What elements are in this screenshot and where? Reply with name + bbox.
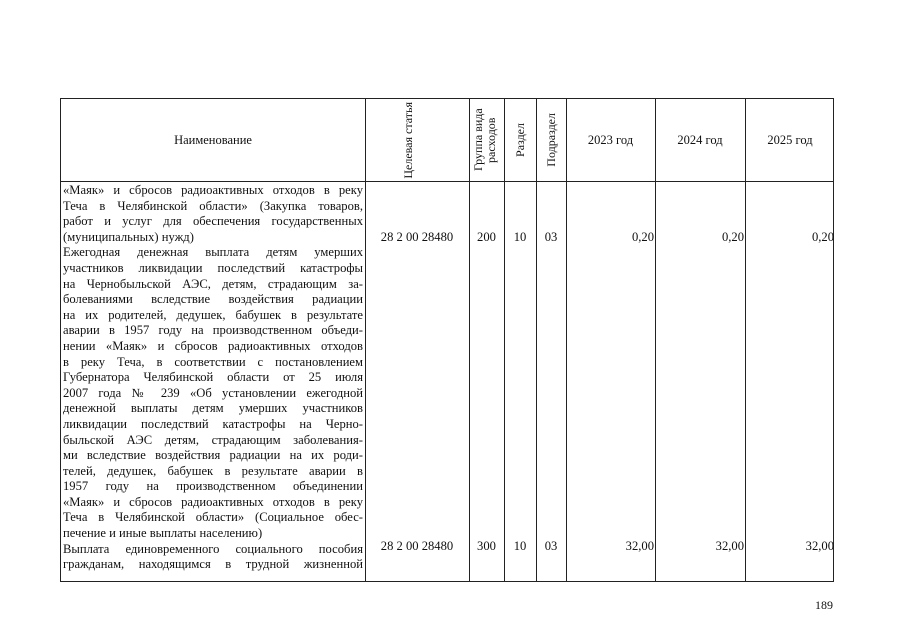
header-target: [365, 99, 469, 181]
name-line: «Маяк» и сбросов радиоактивных отходов в реку: [63, 494, 363, 509]
row-1-2025: 0,20: [811, 230, 834, 244]
header-section: [504, 99, 536, 181]
name-line: участников ликвидации последствий катастрофы: [63, 260, 363, 275]
name-line: 2007 года № 239 «Об установлении ежегодной: [63, 385, 363, 400]
header-section-text: Раздел: [512, 123, 527, 157]
row-1-subsection: 03: [544, 230, 558, 244]
name-line: на их родителей, дедушек, бабушек в результате: [63, 307, 363, 322]
row-1-group: 200: [477, 230, 496, 244]
row-1-2023: 0,20: [631, 230, 654, 244]
name-line: денежной выплаты детям умерших участников: [63, 401, 363, 416]
name-line: Ежегодная денежная выплата детям умерших: [63, 245, 363, 260]
budget-table: [60, 98, 834, 582]
name-line: (муниципальных) нужд): [63, 229, 194, 244]
row-2-section: 10: [513, 539, 527, 553]
row-3-name: [63, 542, 363, 573]
name-line: быльской АЭС детям, страдающим заболевания-: [63, 432, 363, 447]
name-line: Теча в Челябинской области» (Закупка товаров,: [63, 198, 363, 213]
name-line: телей, дедушек, бабушек в результате аварии в: [63, 463, 363, 478]
page-number: 189: [815, 598, 833, 612]
header-2023: [566, 99, 655, 181]
header-divider: [61, 181, 833, 182]
row-2-name: [63, 245, 363, 541]
name-line: гражданам, находящимся в трудной жизненной: [63, 557, 363, 572]
header-group: [469, 99, 504, 181]
header-2024-text: 2024 год: [677, 132, 723, 147]
row-1-target: 28 2 00 28480: [380, 230, 454, 244]
row-2-2024: 32,00: [715, 539, 744, 553]
row-2-group: 300: [477, 539, 496, 553]
name-line: Губернатора Челябинской области от 25 июля: [63, 370, 363, 385]
row-1-2024: 0,20: [721, 230, 744, 244]
name-line: нении «Маяк» и сбросов радиоактивных отходов: [63, 338, 363, 353]
row-2-2025: 32,00: [805, 539, 834, 553]
header-name-text: Наименование: [174, 132, 252, 147]
row-2-subsection: 03: [544, 539, 558, 553]
header-name: [61, 99, 365, 181]
row-2-2023: 32,00: [625, 539, 654, 553]
name-line: ми вследствие воздействия радиации на их роди-: [63, 448, 363, 463]
name-line: ликвидации последствий катастрофы на Черно-: [63, 416, 363, 431]
name-line: работ и услуг для обеспечения государственных: [63, 214, 363, 229]
header-subsection: [536, 99, 566, 181]
row-1-name: [63, 183, 363, 245]
name-line: «Маяк» и сбросов радиоактивных отходов в реку: [63, 183, 363, 197]
header-subsection-text: Подраздел: [543, 113, 558, 167]
name-column: [63, 183, 363, 573]
name-line: на Чернобыльской АЭС, детям, страдающим за-: [63, 276, 363, 291]
header-2025: [745, 99, 835, 181]
header-2024: [655, 99, 745, 181]
row-1-section: 10: [513, 230, 527, 244]
name-line: болеваниями вследствие воздействия радиации: [63, 292, 363, 307]
name-line: в реку Теча, в соответствии с постановлением: [63, 354, 363, 369]
name-line: Выплата единовременного социального пособия: [63, 541, 363, 556]
header-target-text: Целевая статья: [401, 101, 415, 179]
header-group-text: Группа вида расходов: [470, 108, 498, 172]
row-2-target: 28 2 00 28480: [380, 539, 454, 553]
header-2025-text: 2025 год: [767, 132, 813, 147]
name-line: аварии в 1957 году на производственном объеди-: [63, 323, 363, 338]
name-line: Теча в Челябинской области» (Социальное обес-: [63, 510, 363, 525]
header-2023-text: 2023 год: [587, 132, 634, 147]
name-line: 1957 году на производственном объединении: [63, 479, 363, 494]
name-line: печение и иные выплаты населению): [63, 526, 263, 541]
